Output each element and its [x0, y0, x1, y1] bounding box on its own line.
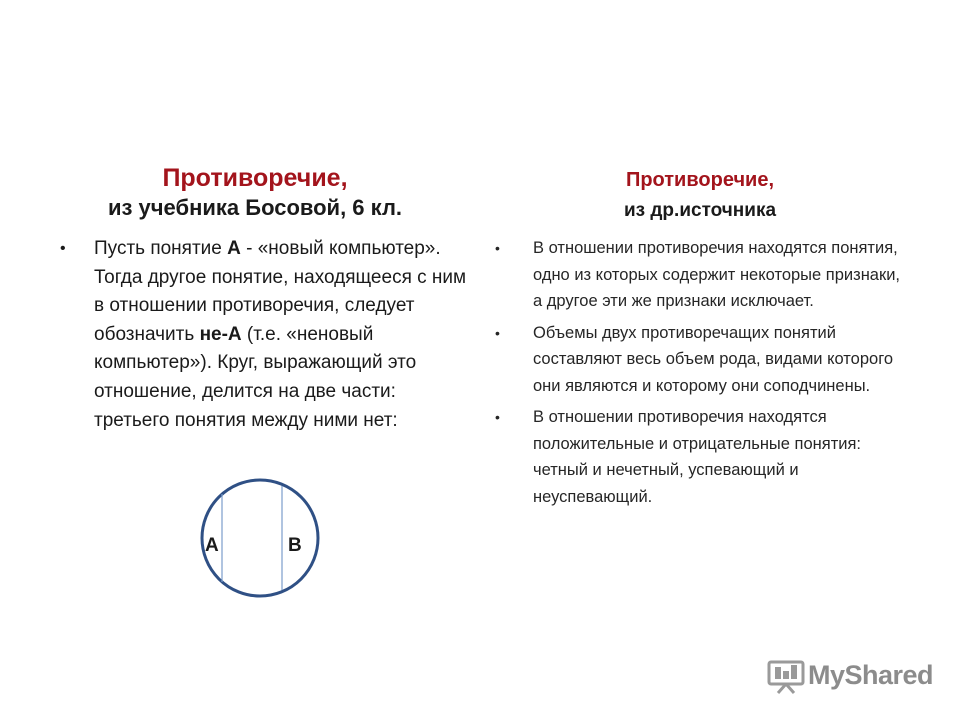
contradiction-diagram — [185, 476, 335, 600]
text-segment: Пусть понятие — [94, 238, 228, 259]
right-bullet-text: Объемы двух противоречащих понятий составляют весь объем рода, видами которого они являются и которому они соподчинены. — [533, 323, 894, 395]
diagram-label-a: А — [205, 535, 219, 556]
diagram-label-b: В — [288, 535, 302, 556]
right-bullet-text: В отношении противоречия находятся положительные и отрицательные понятия: четный и нечетный, успевающий и неуспевающий. — [533, 408, 862, 506]
bullet-icon: • — [495, 324, 500, 341]
text-segment: - «новый компьютер». Тогда другое понятие, находящееся с ним в отношении противоречия, следует обозначить — [94, 238, 467, 345]
concept-not-a-bold: не-А — [199, 323, 242, 345]
right-heading — [515, 167, 885, 225]
bullet-icon: • — [495, 409, 500, 425]
left-bullet-text — [94, 238, 466, 431]
right-body — [495, 235, 905, 515]
left-bullet-item — [60, 235, 470, 435]
myshared-watermark — [766, 656, 936, 696]
text-segment: (т.е. «неновый компьютер»). Круг, выражающий это отношение, делится на две части: третьего понятия между ними нет: — [94, 323, 417, 431]
left-heading — [60, 163, 450, 223]
right-bullet-item — [495, 320, 905, 400]
watermark-text: MyShared — [808, 660, 934, 690]
left-subtitle: из учебника Босовой, 6 кл. — [107, 195, 403, 220]
circle-diagram-svg — [185, 476, 335, 600]
right-bullet-item — [495, 235, 905, 315]
presentation-board-icon — [766, 656, 806, 696]
bullet-icon: • — [495, 240, 500, 256]
bullet-icon: • — [60, 240, 66, 257]
left-title: Противоречие, — [162, 164, 348, 192]
right-bullet-text: В отношении противоречия находятся понятия, одно из которых содержит некоторые признаки, а другое эти же признаки исключает. — [533, 239, 900, 310]
right-bullet-item — [495, 404, 905, 510]
left-body — [60, 235, 470, 435]
concept-a-bold: А — [227, 238, 241, 259]
right-subtitle: из др.источника — [623, 200, 777, 221]
right-title: Противоречие, — [625, 169, 775, 191]
